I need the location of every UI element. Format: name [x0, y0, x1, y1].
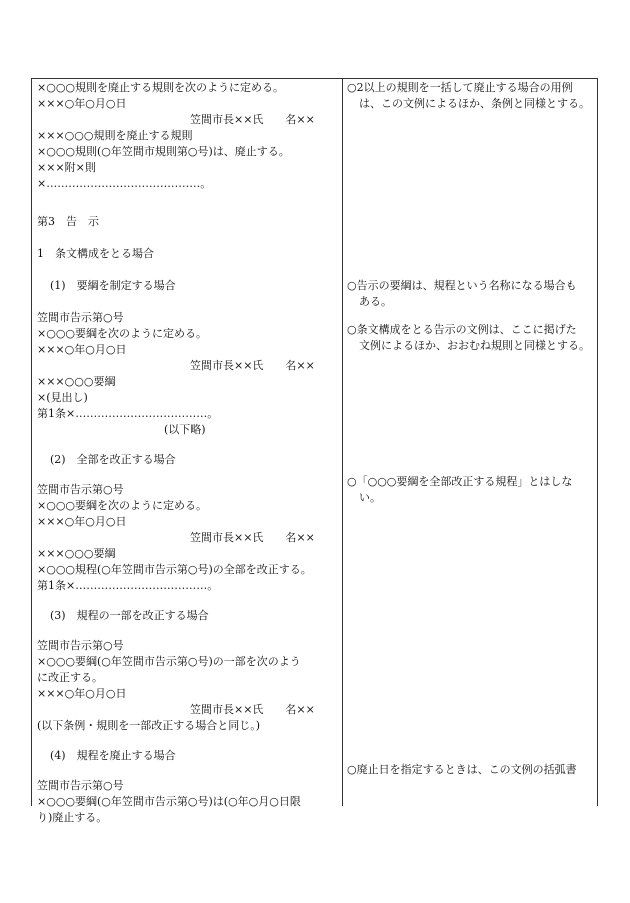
block1-line-7: ×……………………………………。: [37, 177, 212, 190]
case4-line-1: 笠間市告示第○号: [37, 779, 124, 792]
case3-line-2: ×○○○要綱(○年笠間市告示第○号)の一部を次のよう: [37, 655, 301, 668]
note5-line-1: ○廃止日を指定するときは、この文例の括弧書: [347, 763, 577, 776]
column-divider: [342, 78, 343, 806]
table-left-border: [31, 78, 32, 806]
note2-line-1: ○告示の要綱は、規程という名称になる場合も: [347, 279, 577, 292]
case4-heading: (4) 規程を廃止する場合: [50, 749, 176, 762]
case4-line-2: ×○○○要綱(○年笠間市告示第○号)は(○年○月○日限: [37, 795, 301, 808]
block1-line-2: ×××○年○月○日: [37, 97, 127, 110]
block1-line-4: ×××○○○規則を廃止する規則: [37, 129, 193, 142]
note4-line-2: い。: [359, 491, 381, 504]
case1-line-5: ×××○○○要綱: [37, 375, 116, 388]
case2-line-1: 笠間市告示第○号: [37, 483, 124, 496]
block1-line-6: ×××附×則: [37, 161, 96, 174]
table-right-border: [597, 78, 598, 806]
case3-line-4: ×××○年○月○日: [37, 687, 127, 700]
case1-line-8: (以下略): [164, 423, 206, 436]
case3-heading: (3) 規程の一部を改正する場合: [50, 609, 209, 622]
case2-line-2: ×○○○要綱を次のように定める。: [37, 499, 208, 512]
section-3-1-heading: 1 条文構成をとる場合: [37, 247, 154, 260]
case1-line-1: 笠間市告示第○号: [37, 311, 124, 324]
block1-line-1: ×○○○規則を廃止する規則を次のように定める。: [37, 81, 285, 94]
case1-line-3: ×××○年○月○日: [37, 343, 127, 356]
case1-signature: 笠間市長××氏 名××: [190, 359, 315, 372]
note3-line-1: ○条文構成をとる告示の文例は、ここに掲げた: [347, 323, 577, 336]
note3-line-2: 文例によるほか、おおむね規則と同様とする。: [359, 339, 590, 352]
case2-line-7: 第1条×………………………………。: [37, 579, 219, 592]
case3-line-6: (以下条例・規則を一部改正する場合と同じ。): [37, 719, 261, 732]
block1-line-5: ×○○○規則(○年笠間市規則第○号)は、廃止する。: [37, 145, 290, 158]
case1-line-2: ×○○○要綱を次のように定める。: [37, 327, 208, 340]
note1-line-1: ○2以上の規則を一括して廃止する場合の用例: [347, 81, 573, 94]
section-3-heading: 第3 告 示: [37, 215, 99, 228]
case2-signature: 笠間市長××氏 名××: [190, 531, 315, 544]
note4-line-1: ○「○○○要綱を全部改正する規程」とはしな: [347, 475, 573, 488]
case3-signature: 笠間市長××氏 名××: [190, 703, 315, 716]
table-top-border: [31, 78, 598, 79]
case1-line-6: ×(見出し): [37, 391, 88, 404]
case2-line-6: ×○○○規程(○年笠間市告示第○号)の全部を改正する。: [37, 563, 312, 576]
case1-line-7: 第1条×………………………………。: [37, 407, 219, 420]
case1-heading: (1) 要綱を制定する場合: [50, 279, 176, 292]
case2-line-3: ×××○年○月○日: [37, 515, 127, 528]
block1-signature: 笠間市長××氏 名××: [190, 113, 315, 126]
case3-line-3: に改正する。: [37, 671, 103, 684]
note2-line-2: ある。: [359, 295, 392, 308]
case2-heading: (2) 全部を改正する場合: [50, 453, 176, 466]
case3-line-1: 笠間市告示第○号: [37, 639, 124, 652]
case2-line-5: ×××○○○要綱: [37, 547, 116, 560]
note1-line-2: は、この文例によるほか、条例と同様とする。: [359, 97, 590, 110]
case4-line-3: り)廃止する。: [37, 811, 108, 824]
